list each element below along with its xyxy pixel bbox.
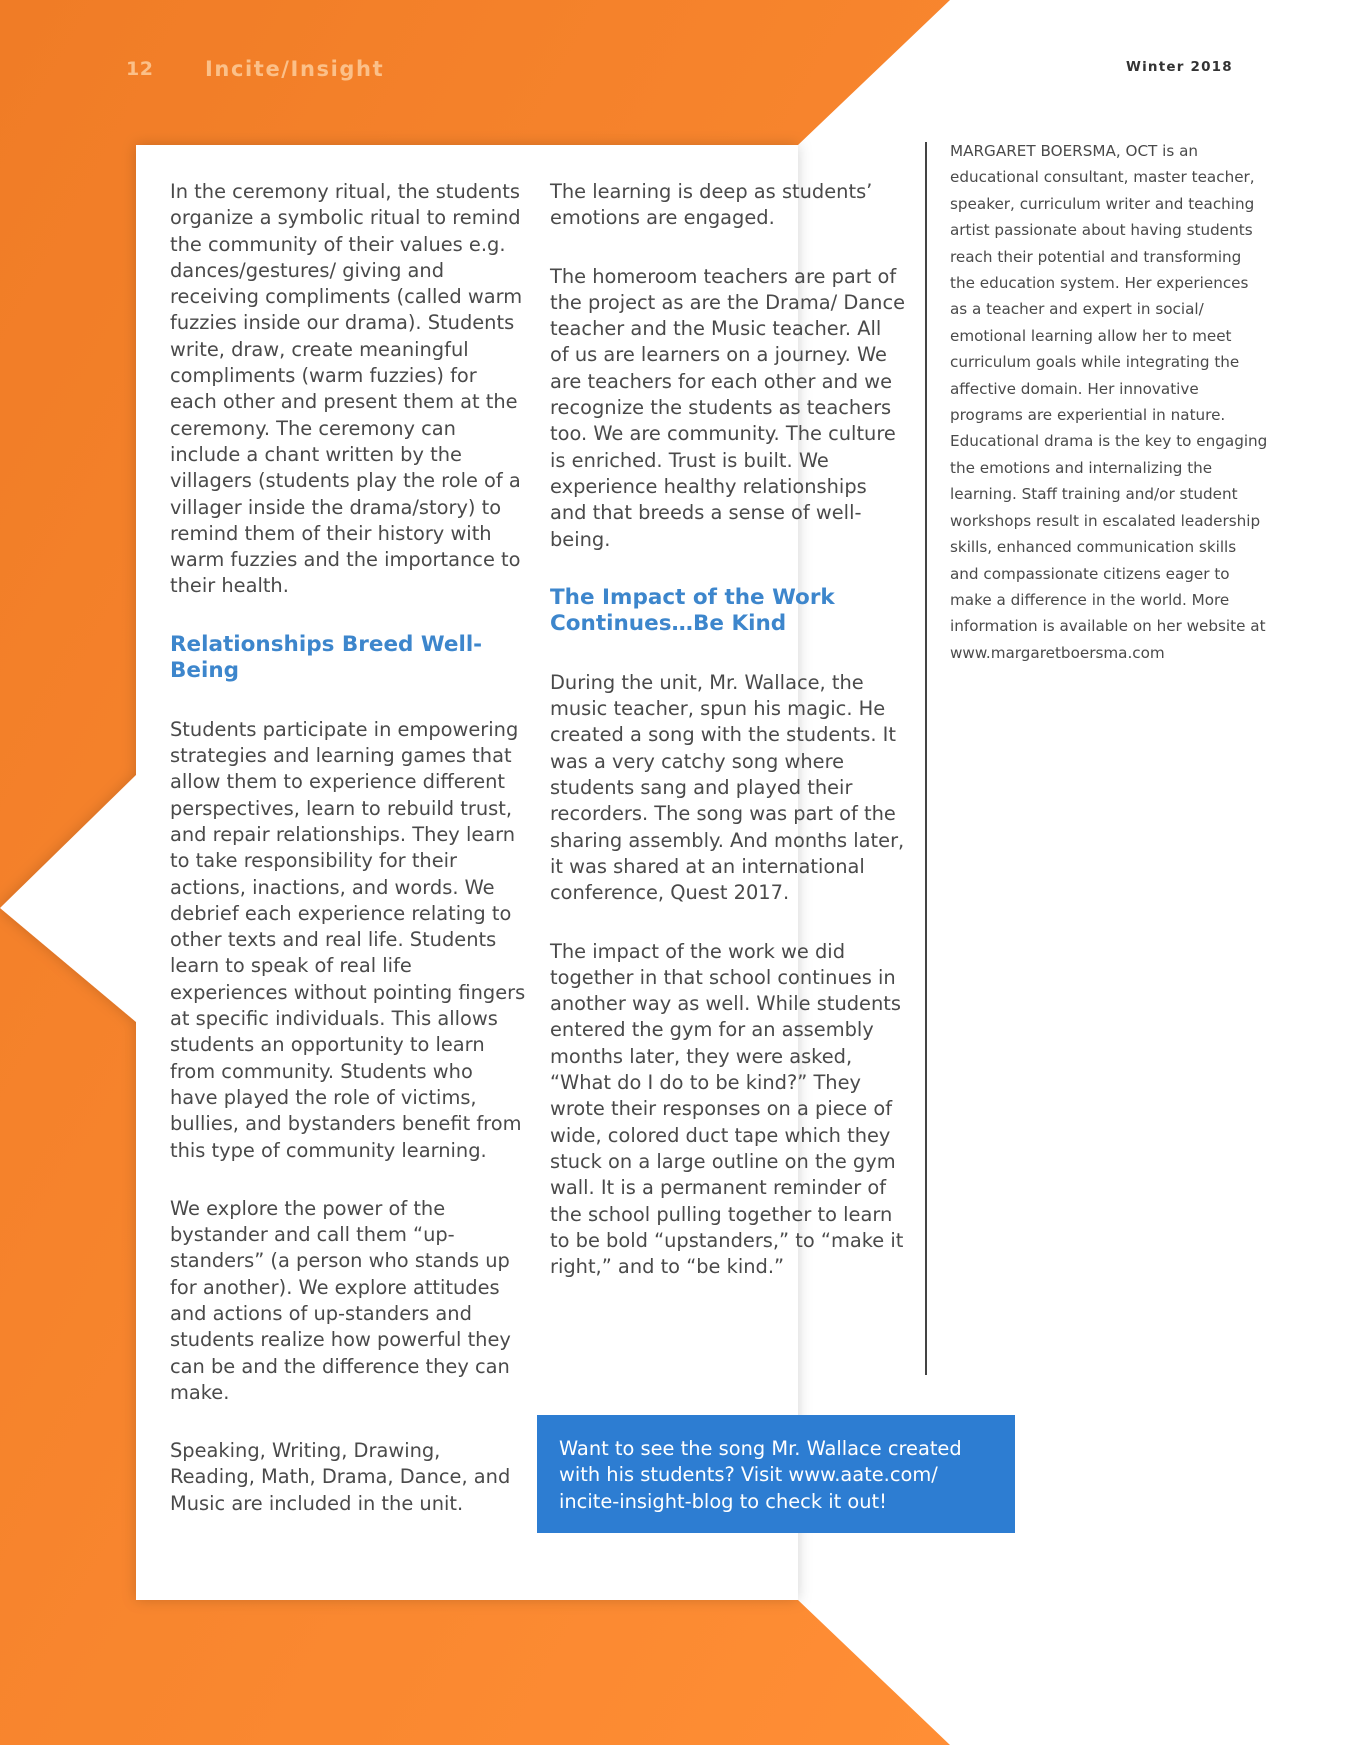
paragraph: Students participate in empowering strategies and learning games that allow them to experience different perspectives, learn to rebuild trust, and repair relationships. They learn to take responsibility for their actions, inactions, and words. We debrief each experience relating to other texts and real life. Students learn to speak of real life experiences without pointing fingers at specific individuals. This allows students an opportunity to learn from community. Students who have played the role of victims, bullies, and bystanders benefit from this type of community learning.	[170, 717, 526, 1162]
paragraph: We explore the power of the bystander and call them “up-standers” (a person who stands up for another). We explore attitudes and actions of up-standers and students realize how powerful they can be and the difference they can make.	[170, 1196, 511, 1404]
paragraph: Speaking, Writing, Drawing, Reading, Math, Drama, Dance, and Music are included in the unit.	[170, 1439, 511, 1515]
author-bio	[950, 138, 1268, 666]
left-article-column	[170, 179, 526, 1549]
callout-text: Want to see the song Mr. Wallace created with his students? Visit www.aate.com/ incite-insight-blog to check it out!	[559, 1437, 962, 1513]
column-divider	[925, 142, 927, 1375]
publication-title: Incite/Insight	[205, 57, 385, 81]
section-heading: The Impact of the Work Continues…Be Kind	[550, 584, 835, 636]
paragraph: The homeroom teachers are part of the project as are the Drama/ Dance teacher and the Music teacher. All of us are learners on a journey. We are teachers for each other and we recognize the students as teachers too. We are community. The culture is enriched. Trust is built. We experience healthy relationships and that breeds a sense of well-being.	[550, 264, 906, 551]
paragraph: During the unit, Mr. Wallace, the music teacher, spun his magic. He created a song with the students. It was a very catchy song where students sang and played their recorders. The song was part of the sharing assembly. And months later, it was shared at an international conference, Quest 2017.	[550, 670, 905, 905]
middle-article-column	[550, 179, 906, 1312]
section-heading: Relationships Breed Well-Being	[170, 631, 483, 683]
page-number: 12	[126, 58, 154, 80]
paragraph: In the ceremony ritual, the students organize a symbolic ritual to remind the community of their values e.g. dances/gestures/ giving and receiving compliments (called warm fuzzies inside our drama). Students write, draw, create meaningful compliments (warm fuzzies) for each other and present them at the ceremony. The ceremony can include a chant written by the villagers (students play the role of a villager inside the drama/story) to remind them of their history with warm fuzzies and the importance to their health.	[170, 180, 523, 598]
issue-date: Winter 2018	[1126, 59, 1233, 75]
paragraph: The learning is deep as students’ emotions are engaged.	[550, 180, 873, 230]
paragraph: The impact of the work we did together in that school continues in another way as well. While students entered the gym for an assembly months later, they were asked, “What do I do to be kind?” They wrote their responses on a piece of wide, colored duct tape which they stuck on a large outline on the gym wall. It is a permanent reminder of the school pulling together to learn to be bold “upstanders,” to “make it right,” and to “be kind.”	[550, 939, 904, 1279]
callout-box	[537, 1415, 1015, 1533]
author-bio-text: MARGARET BOERSMA, OCT is an educational consultant, master teacher, speaker, curriculum writer and teaching artist passionate about having students reach their potential and transforming the education system. Her experiences as a teacher and expert in social/ emotional learning allow her to meet curriculum goals while integrating the affective domain. Her innovative programs are experiential in nature. Educational drama is the key to engaging the emotions and internalizing the learning. Staff training and/or student workshops result in escalated leadership skills, enhanced communication skills and compassionate citizens eager to make a difference in the world. More information is available on her website at www.margaretboersma.com	[950, 142, 1268, 662]
